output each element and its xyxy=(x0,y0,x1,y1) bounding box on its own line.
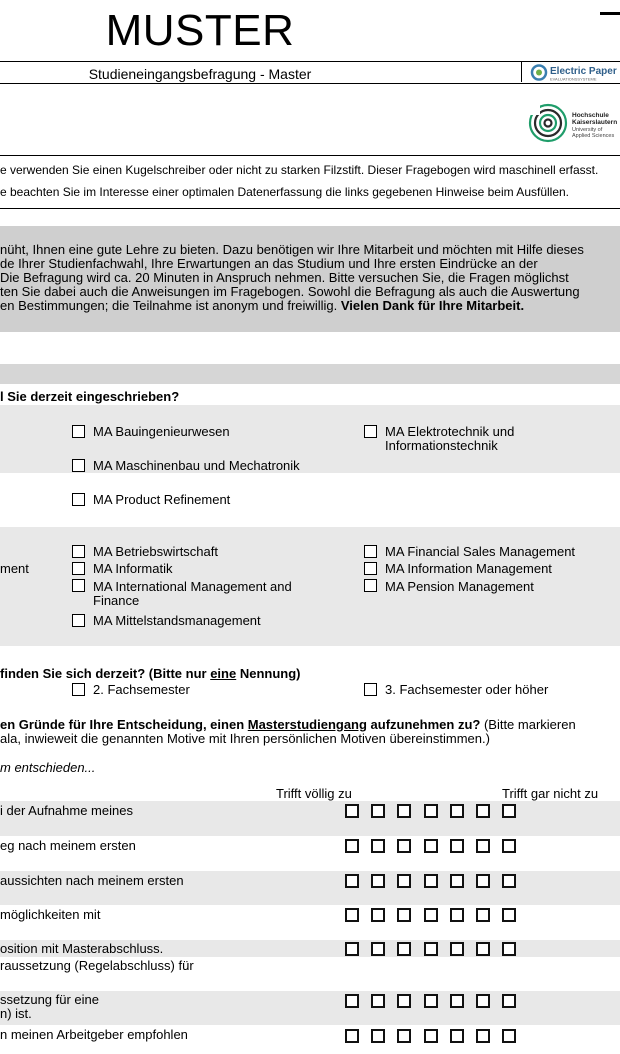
checkbox-pension-management[interactable] xyxy=(364,579,377,592)
rating-checkbox-item-4-point-4[interactable] xyxy=(424,908,438,922)
rating-checkbox-item-5-point-3[interactable] xyxy=(397,942,411,956)
rating-checkbox-item-7-point-5[interactable] xyxy=(450,1029,464,1043)
option-mittelstandsmanagement: MA Mittelstandsmanagement xyxy=(93,613,261,628)
checkbox-betriebswirtschaft[interactable] xyxy=(72,545,85,558)
q3-item-2: eg nach meinem ersten xyxy=(0,838,136,853)
instructions-rule-bottom xyxy=(0,208,620,209)
rating-checkbox-item-4-point-1[interactable] xyxy=(345,908,359,922)
question-3-text-b: aufzunehmen zu? xyxy=(366,717,481,732)
rating-checkbox-item-3-point-2[interactable] xyxy=(371,874,385,888)
checkbox-financial-sales[interactable] xyxy=(364,545,377,558)
rating-checkbox-item-1-point-4[interactable] xyxy=(424,804,438,818)
rating-checkbox-item-4-point-7[interactable] xyxy=(502,908,516,922)
checkbox-informatik[interactable] xyxy=(72,562,85,575)
rating-checkbox-item-3-point-6[interactable] xyxy=(476,874,490,888)
rating-checkbox-item-2-point-7[interactable] xyxy=(502,839,516,853)
instruction-line-2: e beachten Sie im Interesse einer optimalen Datenerfassung die links gegebenen Hinweise beim Ausfüllen. xyxy=(0,185,570,199)
checkbox-bauingenieurwesen[interactable] xyxy=(72,425,85,438)
checkbox-mittelstandsmanagement[interactable] xyxy=(72,614,85,627)
option-international-management-line-1: MA International Management and xyxy=(93,579,292,594)
rating-checkbox-item-3-point-7[interactable] xyxy=(502,874,516,888)
q1-group-label: ment xyxy=(0,561,29,576)
question-2-text-a: finden Sie sich derzeit? (Bitte nur xyxy=(0,666,211,681)
rating-checkbox-item-6-point-5[interactable] xyxy=(450,994,464,1008)
intro-line-1: nüht, Ihnen eine gute Lehre zu bieten. Dazu benötigen wir Ihre Mitarbeit und möchten mit Hilfe dieses xyxy=(0,242,584,257)
option-information-management: MA Information Management xyxy=(385,561,552,576)
rating-checkbox-item-6-point-4[interactable] xyxy=(424,994,438,1008)
rating-checkbox-item-4-point-6[interactable] xyxy=(476,908,490,922)
survey-subtitle: Studieneingangsbefragung - Master xyxy=(88,66,312,82)
rating-checkbox-item-1-point-2[interactable] xyxy=(371,804,385,818)
electric-paper-logo xyxy=(530,63,620,82)
option-bauingenieurwesen: MA Bauingenieurwesen xyxy=(93,424,230,439)
rating-checkbox-item-5-point-7[interactable] xyxy=(502,942,516,956)
rating-checkbox-item-7-point-2[interactable] xyxy=(371,1029,385,1043)
rating-checkbox-item-2-point-5[interactable] xyxy=(450,839,464,853)
checkbox-product-refinement[interactable] xyxy=(72,493,85,506)
hs-logo-line-1: Hochschule xyxy=(572,112,609,119)
question-3-emphasis: Masterstudiengang xyxy=(247,717,367,732)
q3-item-6-line-1: ssetzung für eine xyxy=(0,992,100,1007)
section-header-strip xyxy=(0,364,620,384)
instructions-rule-top xyxy=(0,155,620,156)
rating-checkbox-item-7-point-7[interactable] xyxy=(502,1029,516,1043)
page-title: MUSTER xyxy=(105,6,295,55)
rating-checkbox-item-6-point-1[interactable] xyxy=(345,994,359,1008)
rating-checkbox-item-7-point-1[interactable] xyxy=(345,1029,359,1043)
checkbox-3-fachsemester[interactable] xyxy=(364,683,377,696)
option-pension-management: MA Pension Management xyxy=(385,579,534,594)
q3-item-1: i der Aufnahme meines xyxy=(0,803,133,818)
question-2-text xyxy=(0,666,300,681)
intro-thanks: Vielen Dank für Ihre Mitarbeit. xyxy=(340,298,525,313)
header-rule-bottom xyxy=(0,83,620,84)
instruction-line-1: e verwenden Sie einen Kugelschreiber oder nicht zu starken Filzstift. Dieser Fragebogen wird maschinell erfasst. xyxy=(0,163,599,177)
question-1-text: l Sie derzeit eingeschrieben? xyxy=(0,389,180,404)
intro-line-5 xyxy=(0,298,524,313)
rating-checkbox-item-6-point-3[interactable] xyxy=(397,994,411,1008)
checkbox-elektrotechnik[interactable] xyxy=(364,425,377,438)
hs-logo-line-3: University of xyxy=(572,127,603,133)
option-product-refinement: MA Product Refinement xyxy=(93,492,231,507)
intro-line-3: Die Befragung wird ca. 20 Minuten in Anspruch nehmen. Bitte versuchen Sie, die Fragen möglichst xyxy=(0,270,569,285)
q3-item-5-line-2: raussetzung (Regelabschluss) für xyxy=(0,958,194,973)
intro-line-5-text: en Bestimmungen; die Teilnahme ist anonym und freiwillig. xyxy=(0,298,341,313)
rating-checkbox-item-3-point-4[interactable] xyxy=(424,874,438,888)
option-informatik: MA Informatik xyxy=(93,561,173,576)
question-3-line-2: ala, inwieweit die genannten Motive mit Ihren persönlichen Motiven übereinstimmen.) xyxy=(0,731,490,746)
rating-checkbox-item-4-point-3[interactable] xyxy=(397,908,411,922)
hs-logo-line-2: Kaiserslautern xyxy=(572,119,618,126)
electric-paper-logo-subtext: EVALUATIONSSYSTEME xyxy=(550,76,597,82)
rating-checkbox-item-6-point-7[interactable] xyxy=(502,994,516,1008)
rating-checkbox-item-4-point-5[interactable] xyxy=(450,908,464,922)
rating-checkbox-item-6-point-2[interactable] xyxy=(371,994,385,1008)
rating-checkbox-item-1-point-3[interactable] xyxy=(397,804,411,818)
rating-checkbox-item-5-point-1[interactable] xyxy=(345,942,359,956)
q3-item-5-line-1: osition mit Masterabschluss. xyxy=(0,941,164,956)
rating-checkbox-item-2-point-1[interactable] xyxy=(345,839,359,853)
question-2-text-b: Nennung) xyxy=(236,666,301,681)
q3-item-7: n meinen Arbeitgeber empfohlen xyxy=(0,1027,188,1042)
checkbox-2-fachsemester[interactable] xyxy=(72,683,85,696)
q3-item-4: möglichkeiten mit xyxy=(0,907,101,922)
rating-checkbox-item-6-point-6[interactable] xyxy=(476,994,490,1008)
intro-line-4: ten Sie dabei auch die Anweisungen im Fragebogen. Sowohl die Befragung als auch die Auswertung xyxy=(0,284,580,299)
hochschule-kaiserslautern-logo xyxy=(526,95,620,147)
rating-checkbox-item-3-point-1[interactable] xyxy=(345,874,359,888)
rating-checkbox-item-1-point-7[interactable] xyxy=(502,804,516,818)
rating-checkbox-item-2-point-4[interactable] xyxy=(424,839,438,853)
rating-checkbox-item-5-point-5[interactable] xyxy=(450,942,464,956)
q3-item-3: aussichten nach meinem ersten xyxy=(0,873,184,888)
option-international-management-line-2: Finance xyxy=(93,593,140,608)
rating-checkbox-item-1-point-6[interactable] xyxy=(476,804,490,818)
intro-line-2: de Ihrer Studienfachwahl, Ihre Erwartungen an das Studium und Ihre ersten Eindrücke an der xyxy=(0,256,538,271)
rating-checkbox-item-7-point-4[interactable] xyxy=(424,1029,438,1043)
option-betriebswirtschaft: MA Betriebswirtschaft xyxy=(93,544,218,559)
question-3-stem: m entschieden... xyxy=(0,760,96,775)
option-financial-sales: MA Financial Sales Management xyxy=(385,544,576,559)
question-3-text-a: en Gründe für Ihre Entscheidung, einen xyxy=(0,717,248,732)
checkbox-international-management[interactable] xyxy=(72,579,85,592)
scale-label-left: Trifft völlig zu xyxy=(276,786,352,801)
scale-label-right: Trifft gar nicht zu xyxy=(502,786,599,801)
option-2-fachsemester: 2. Fachsemester xyxy=(93,682,190,697)
electric-paper-logo-text: Electric Paper xyxy=(550,66,617,77)
question-3-hint: (Bitte markieren xyxy=(480,717,576,732)
rating-checkbox-item-2-point-6[interactable] xyxy=(476,839,490,853)
option-3-fachsemester: 3. Fachsemester oder höher xyxy=(385,682,549,697)
corner-mark xyxy=(600,12,620,15)
checkbox-information-management[interactable] xyxy=(364,562,377,575)
option-elektrotechnik-line-2: Informationstechnik xyxy=(385,438,498,453)
rating-checkbox-item-3-point-3[interactable] xyxy=(397,874,411,888)
rating-checkbox-item-7-point-3[interactable] xyxy=(397,1029,411,1043)
rating-checkbox-item-2-point-2[interactable] xyxy=(371,839,385,853)
checkbox-maschinenbau[interactable] xyxy=(72,459,85,472)
hs-logo-line-4: Applied Sciences xyxy=(572,133,615,139)
rating-checkbox-item-4-point-2[interactable] xyxy=(371,908,385,922)
question-2-emphasis: eine xyxy=(210,666,237,681)
question-3-line-1 xyxy=(0,717,576,732)
q3-item-6-line-2: n) ist. xyxy=(0,1006,32,1021)
option-maschinenbau: MA Maschinenbau und Mechatronik xyxy=(93,458,300,473)
rating-checkbox-item-5-point-4[interactable] xyxy=(424,942,438,956)
rating-checkbox-item-1-point-5[interactable] xyxy=(450,804,464,818)
rating-checkbox-item-5-point-2[interactable] xyxy=(371,942,385,956)
rating-checkbox-item-5-point-6[interactable] xyxy=(476,942,490,956)
rating-checkbox-item-3-point-5[interactable] xyxy=(450,874,464,888)
rating-checkbox-item-7-point-6[interactable] xyxy=(476,1029,490,1043)
rating-checkbox-item-2-point-3[interactable] xyxy=(397,839,411,853)
option-elektrotechnik-line-1: MA Elektrotechnik und xyxy=(385,424,515,439)
rating-checkbox-item-1-point-1[interactable] xyxy=(345,804,359,818)
